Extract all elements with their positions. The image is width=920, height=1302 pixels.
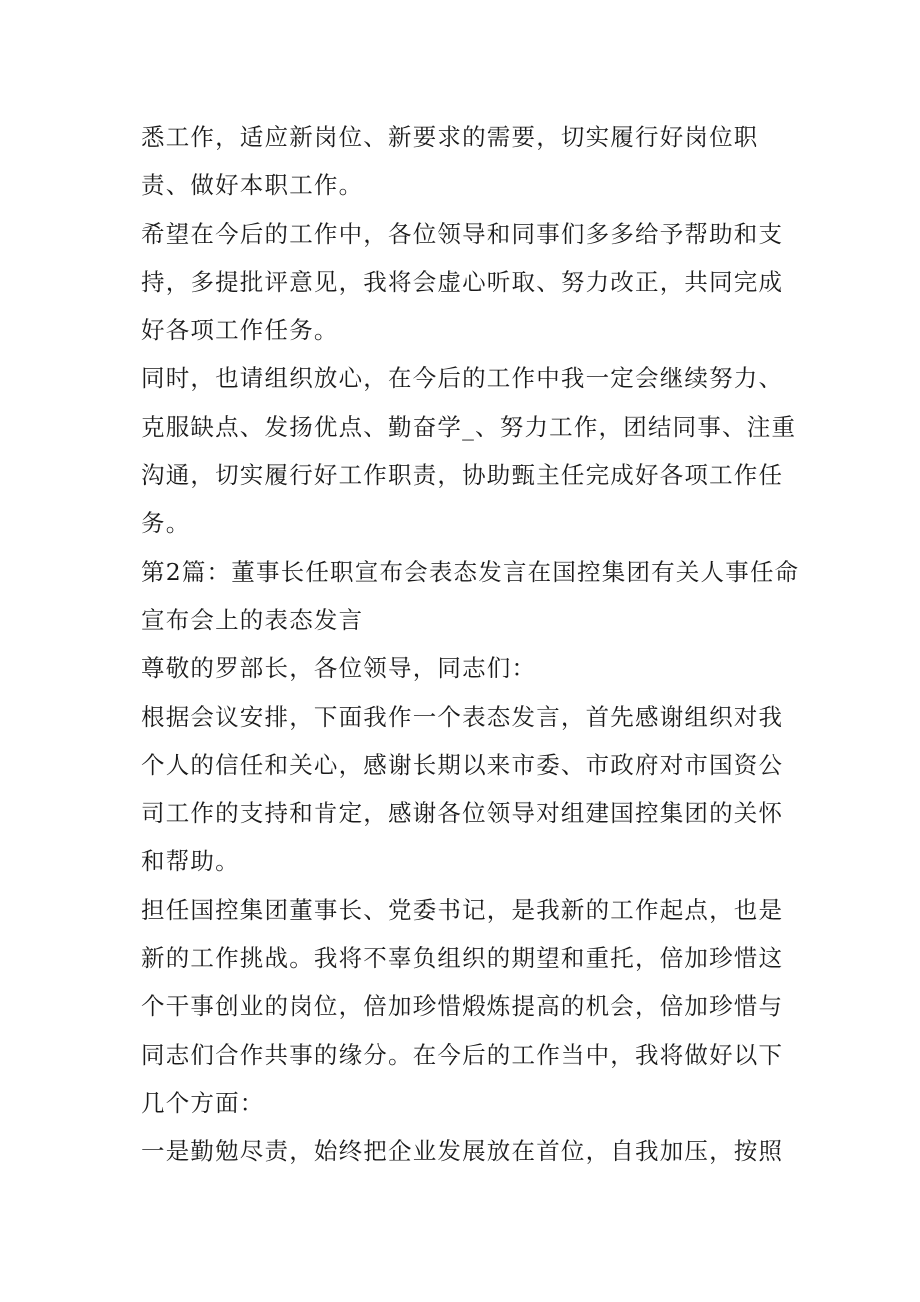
paragraph-hope: 希望在今后的工作中，各位领导和同事们多多给予帮助和支持，多提批评意见，我将会虚心听取、努力改正，共同完成好各项工作任务。 [141, 219, 784, 345]
document-body [141, 113, 801, 1176]
section-heading: 第2篇：董事长任职宣布会表态发言在国控集团有关人事任命宣布会上的表态发言 [141, 557, 800, 634]
paragraph-point-one: 一是勤勉尽责，始终把企业发展放在首位，自我加压，按照 [141, 1137, 784, 1166]
paragraph-new-role: 担任国控集团董事长、党委书记，是我新的工作起点，也是新的工作挑战。我将不辜负组织的期望和重托，倍加珍惜这个干事创业的岗位，倍加珍惜煅炼提高的机会，倍加珍惜与同志们合作共事的缘分。在今后的工作当中，我将做好以下几个方面： [141, 895, 784, 1117]
paragraph-thanks: 根据会议安排，下面我作一个表态发言，首先感谢组织对我个人的信任和关心，感谢长期以来市委、市政府对市国资公司工作的支持和肯定，感谢各位领导对组建国控集团的关怀和帮助。 [141, 702, 784, 876]
salutation: 尊敬的罗部长，各位领导，同志们： [141, 654, 537, 683]
paragraph-commitment: 同时，也请组织放心，在今后的工作中我一定会继续努力、克服缺点、发扬优点、勤奋学_、努力工作，团结同事、注重沟通，切实履行好工作职责，协助甄主任完成好各项工作任务。 [141, 364, 797, 538]
paragraph-continuation: 悉工作，适应新岗位、新要求的需要，切实履行好岗位职责、做好本职工作。 [141, 123, 759, 200]
